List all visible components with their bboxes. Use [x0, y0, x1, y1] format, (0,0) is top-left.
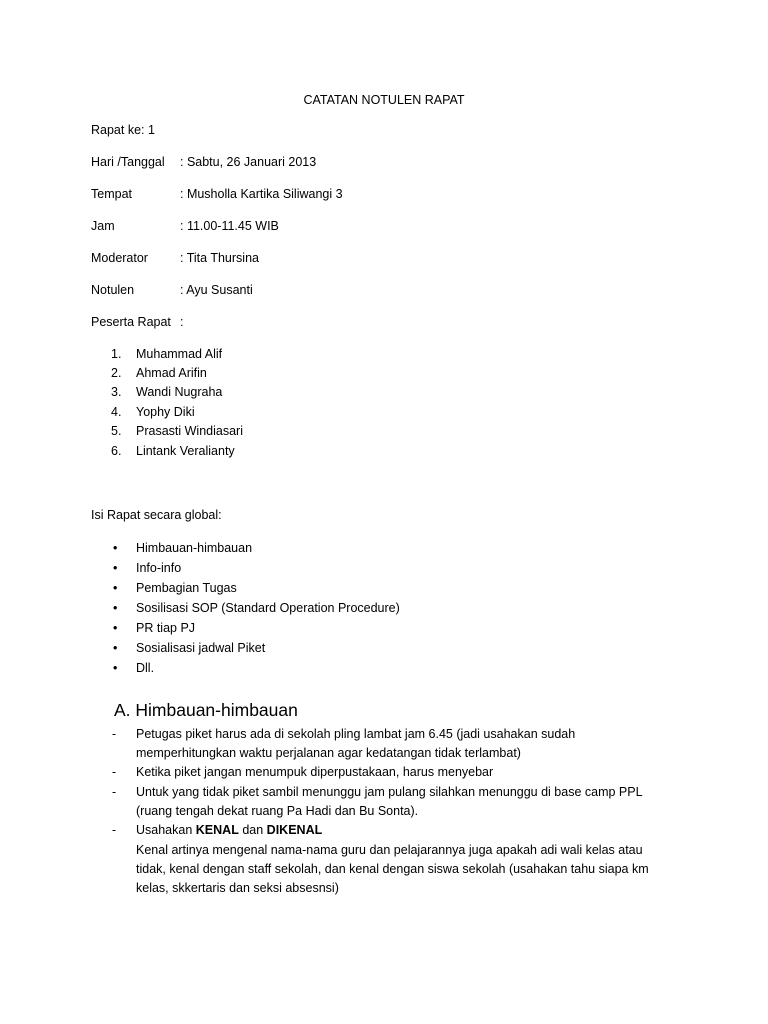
- dash-marker: -: [112, 785, 117, 799]
- agenda-item: Sosialisasi jadwal Piket: [136, 641, 266, 655]
- section-a-line: Kenal artinya mengenal nama-nama guru dan pelajarannya juga apakah adi wali kelas atau: [136, 843, 643, 857]
- dash-marker: -: [112, 727, 117, 741]
- field-value-notulen: : Ayu Susanti: [180, 283, 253, 297]
- agenda-item: Himbauan-himbauan: [136, 541, 253, 555]
- participant-name: Wandi Nugraha: [136, 385, 223, 399]
- agenda-item: Dll.: [136, 661, 155, 675]
- bullet-icon: •: [113, 561, 118, 575]
- section-a-line: memperhitungkan waktu perjalanan agar kedatangan tidak terlambat): [136, 746, 521, 760]
- participant-name: Ahmad Arifin: [136, 366, 207, 380]
- participant-name: Prasasti Windiasari: [136, 424, 243, 438]
- participant-name: Muhammad Alif: [136, 347, 223, 361]
- list-item-number: 3.: [111, 385, 122, 399]
- field-value-participants: :: [180, 315, 184, 329]
- field-value-moderator: : Tita Thursina: [180, 251, 259, 265]
- keyword-kenal: KENAL: [195, 823, 239, 837]
- dash-marker: -: [112, 823, 117, 837]
- bullet-icon: •: [113, 601, 118, 615]
- section-a-line: tidak, kenal dengan staff sekolah, dan kenal dengan siswa sekolah (usahakan tahu siapa km: [136, 862, 649, 876]
- bullet-icon: •: [113, 621, 118, 635]
- keyword-dikenal: DIKENAL: [266, 823, 323, 837]
- section-a-text: dan: [242, 823, 264, 837]
- field-label-place: Tempat: [91, 187, 132, 201]
- bullet-icon: •: [113, 581, 118, 595]
- field-label-notulen: Notulen: [91, 283, 135, 297]
- document-title: CATATAN NOTULEN RAPAT: [303, 93, 465, 107]
- bullet-icon: •: [113, 541, 118, 555]
- field-label-date: Hari /Tanggal: [91, 155, 165, 169]
- bullet-icon: •: [113, 641, 118, 655]
- section-a-line: Petugas piket harus ada di sekolah pling lambat jam 6.45 (jadi usahakan sudah: [136, 727, 576, 741]
- field-label-moderator: Moderator: [91, 251, 148, 265]
- participant-name: Yophy Diki: [136, 405, 195, 419]
- meeting-number: Rapat ke: 1: [91, 123, 155, 137]
- agenda-item: PR tiap PJ: [136, 621, 196, 635]
- list-item-number: 5.: [111, 424, 122, 438]
- section-a-line: Ketika piket jangan menumpuk diperpustakaan, harus menyebar: [136, 765, 494, 779]
- field-label-participants: Peserta Rapat: [91, 315, 171, 329]
- field-value-date: : Sabtu, 26 Januari 2013: [180, 155, 317, 169]
- participant-name: Lintank Veralianty: [136, 444, 235, 458]
- list-item-number: 1.: [111, 347, 122, 361]
- section-a-heading: A. Himbauan-himbauan: [114, 700, 298, 720]
- field-label-time: Jam: [91, 219, 115, 233]
- section-a-line: Untuk yang tidak piket sambil menunggu jam pulang silahkan menunggu di base camp PPL: [136, 785, 643, 799]
- list-item-number: 6.: [111, 444, 122, 458]
- agenda-item: Pembagian Tugas: [136, 581, 237, 595]
- field-value-place: : Musholla Kartika Siliwangi 3: [180, 187, 343, 201]
- list-item-number: 4.: [111, 405, 122, 419]
- field-value-time: : 11.00-11.45 WIB: [180, 219, 279, 233]
- bullet-icon: •: [113, 661, 118, 675]
- section-a-line: kelas, skkertaris dan seksi absesnsi): [136, 881, 339, 895]
- agenda-item: Info-info: [136, 561, 182, 575]
- agenda-item: Sosilisasi SOP (Standard Operation Procedure): [136, 601, 400, 615]
- section-a-line: (ruang tengah dekat ruang Pa Hadi dan Bu Sonta).: [136, 804, 419, 818]
- section-a-text: Usahakan: [136, 823, 193, 837]
- section-a-kenal-line: [136, 822, 322, 838]
- list-item-number: 2.: [111, 366, 122, 380]
- dash-marker: -: [112, 765, 117, 779]
- global-heading: Isi Rapat secara global:: [91, 508, 222, 522]
